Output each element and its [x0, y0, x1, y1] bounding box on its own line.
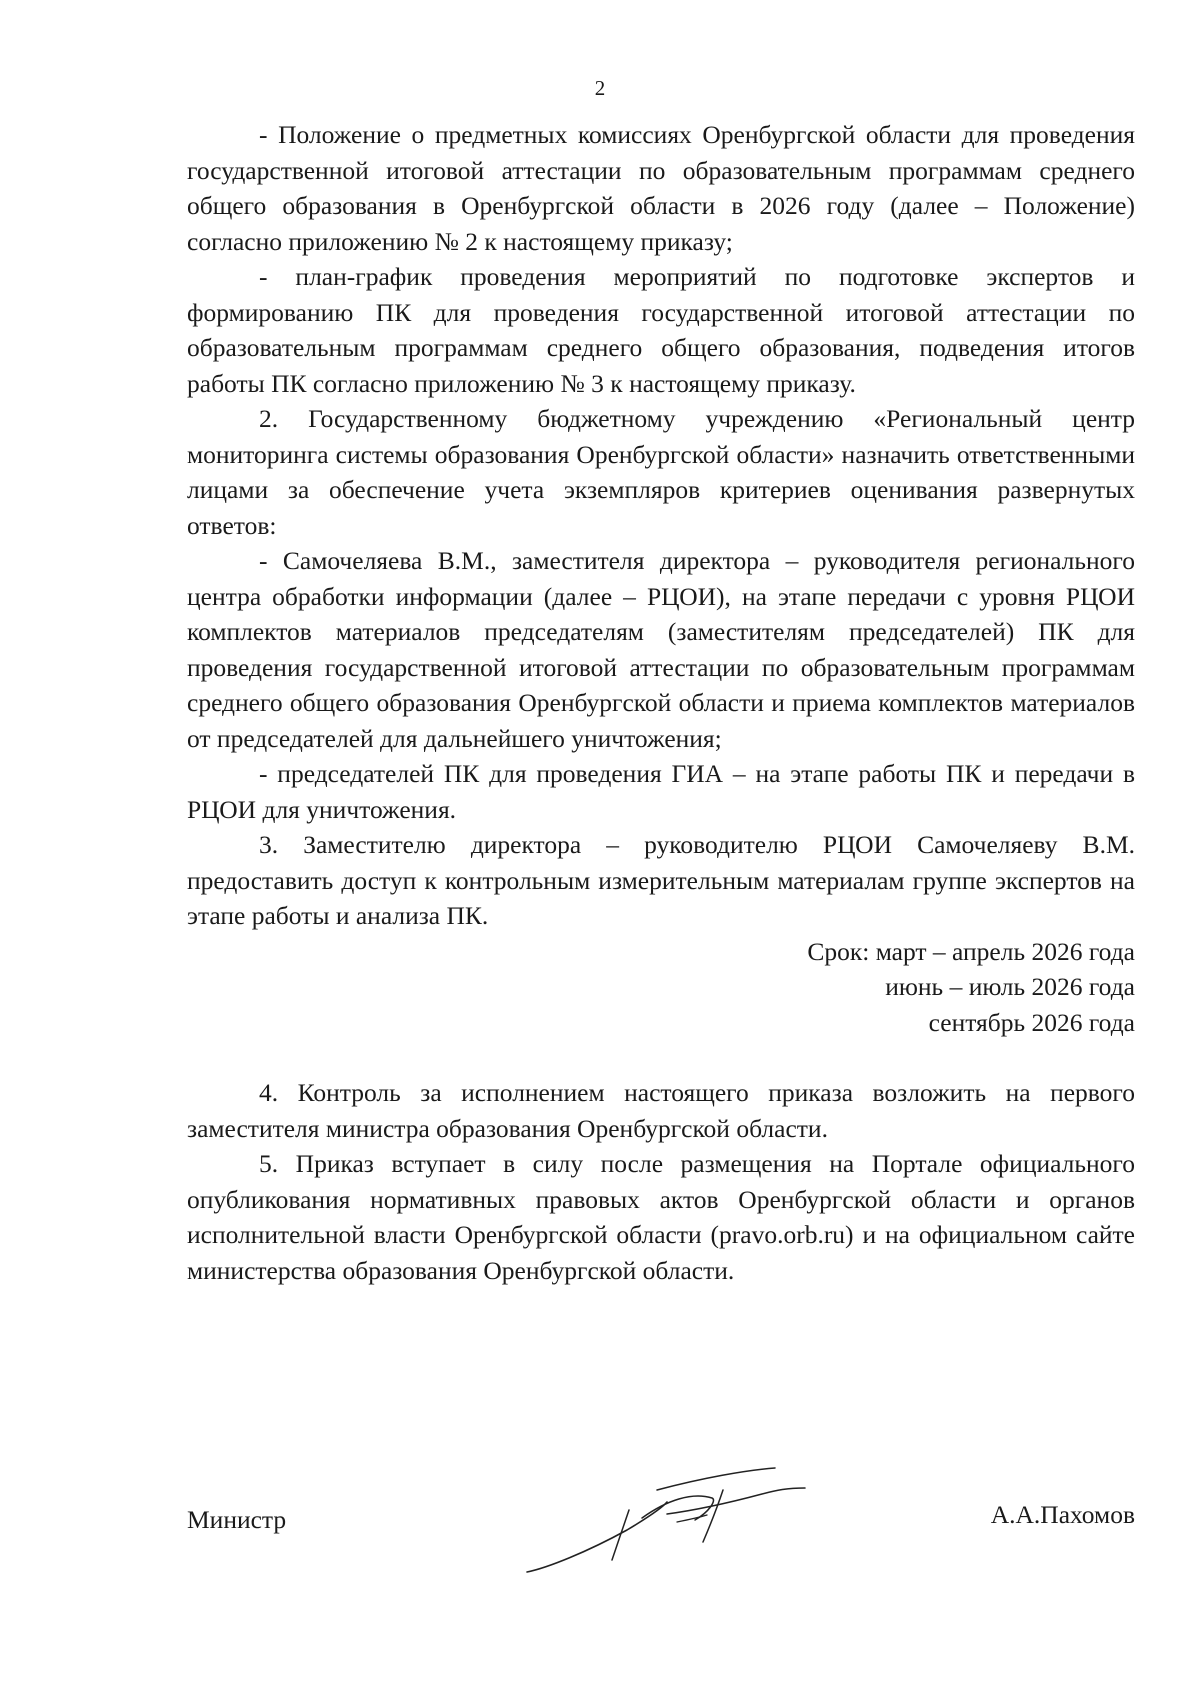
deadline-line: сентябрь 2026 года [928, 1007, 1135, 1037]
document-body [187, 117, 1135, 1288]
handwritten-signature [517, 1460, 837, 1580]
paragraph-item-2: 2. Государственному бюджетному учреждению «Региональный центр мониторинга системы образования Оренбургской области» назначить ответственными лицами за обеспечение учета экземпляров критериев оценивания развернутых ответов: [187, 404, 1135, 540]
signature-block [187, 1460, 1135, 1580]
paragraph-item-3: 3. Заместителю директора – руководителю РЦОИ Самочеляеву В.М. предоставить доступ к контрольным измерительным материалам группе экспертов на этапе работы и анализа ПК. [187, 830, 1135, 930]
deadline-block [187, 934, 1135, 1041]
paragraph-item-4: 4. Контроль за исполнением настоящего приказа возложить на первого заместителя министра образования Оренбургской области. [187, 1078, 1135, 1143]
paragraph-regulation: - Положение о предметных комиссиях Оренбургской области для проведения государственной итоговой аттестации по образовательным программам среднего общего образования в Оренбургской области в 2026 году (далее – Положение) согласно приложению № 2 к настоящему приказу; [187, 120, 1135, 256]
deadline-line: июнь – июль 2026 года [885, 972, 1135, 1001]
page-number: 2 [594, 76, 606, 100]
signatory-title: Министр [187, 1505, 287, 1534]
signatory-name: А.А.Пахомов [990, 1500, 1135, 1529]
spacer [187, 1040, 1135, 1075]
paragraph-responsible-samochelyaev: - Самочеляева В.М., заместителя директора – руководителя регионального центра обработки информации (далее – РЦОИ), на этапе передачи с уровня РЦОИ комплектов материалов председателям (заместителям председателей) ПК для проведения государственной итоговой аттестации по образовательным программам среднего общего образования Оренбургской области и приема комплектов материалов от председателей для дальнейшего уничтожения; [187, 546, 1135, 753]
paragraph-responsible-chairmen: - председателей ПК для проведения ГИА – на этапе работы ПК и передачи в РЦОИ для уничтожения. [187, 759, 1135, 824]
deadline-line: Срок: март – апрель 2026 года [807, 936, 1135, 966]
paragraph-schedule: - план-график проведения мероприятий по подготовке экспертов и формированию ПК для проведения государственной итоговой аттестации по образовательным программам среднего общего образования, подведения итогов работы ПК согласно приложению № 3 к настоящему приказу. [187, 262, 1135, 398]
paragraph-item-5: 5. Приказ вступает в силу после размещения на Портале официального опубликования нормативных правовых актов Оренбургской области и органов исполнительной власти Оренбургской области (pravo.orb.ru) и на официальном сайте министерства образования Оренбургской области. [187, 1149, 1135, 1285]
